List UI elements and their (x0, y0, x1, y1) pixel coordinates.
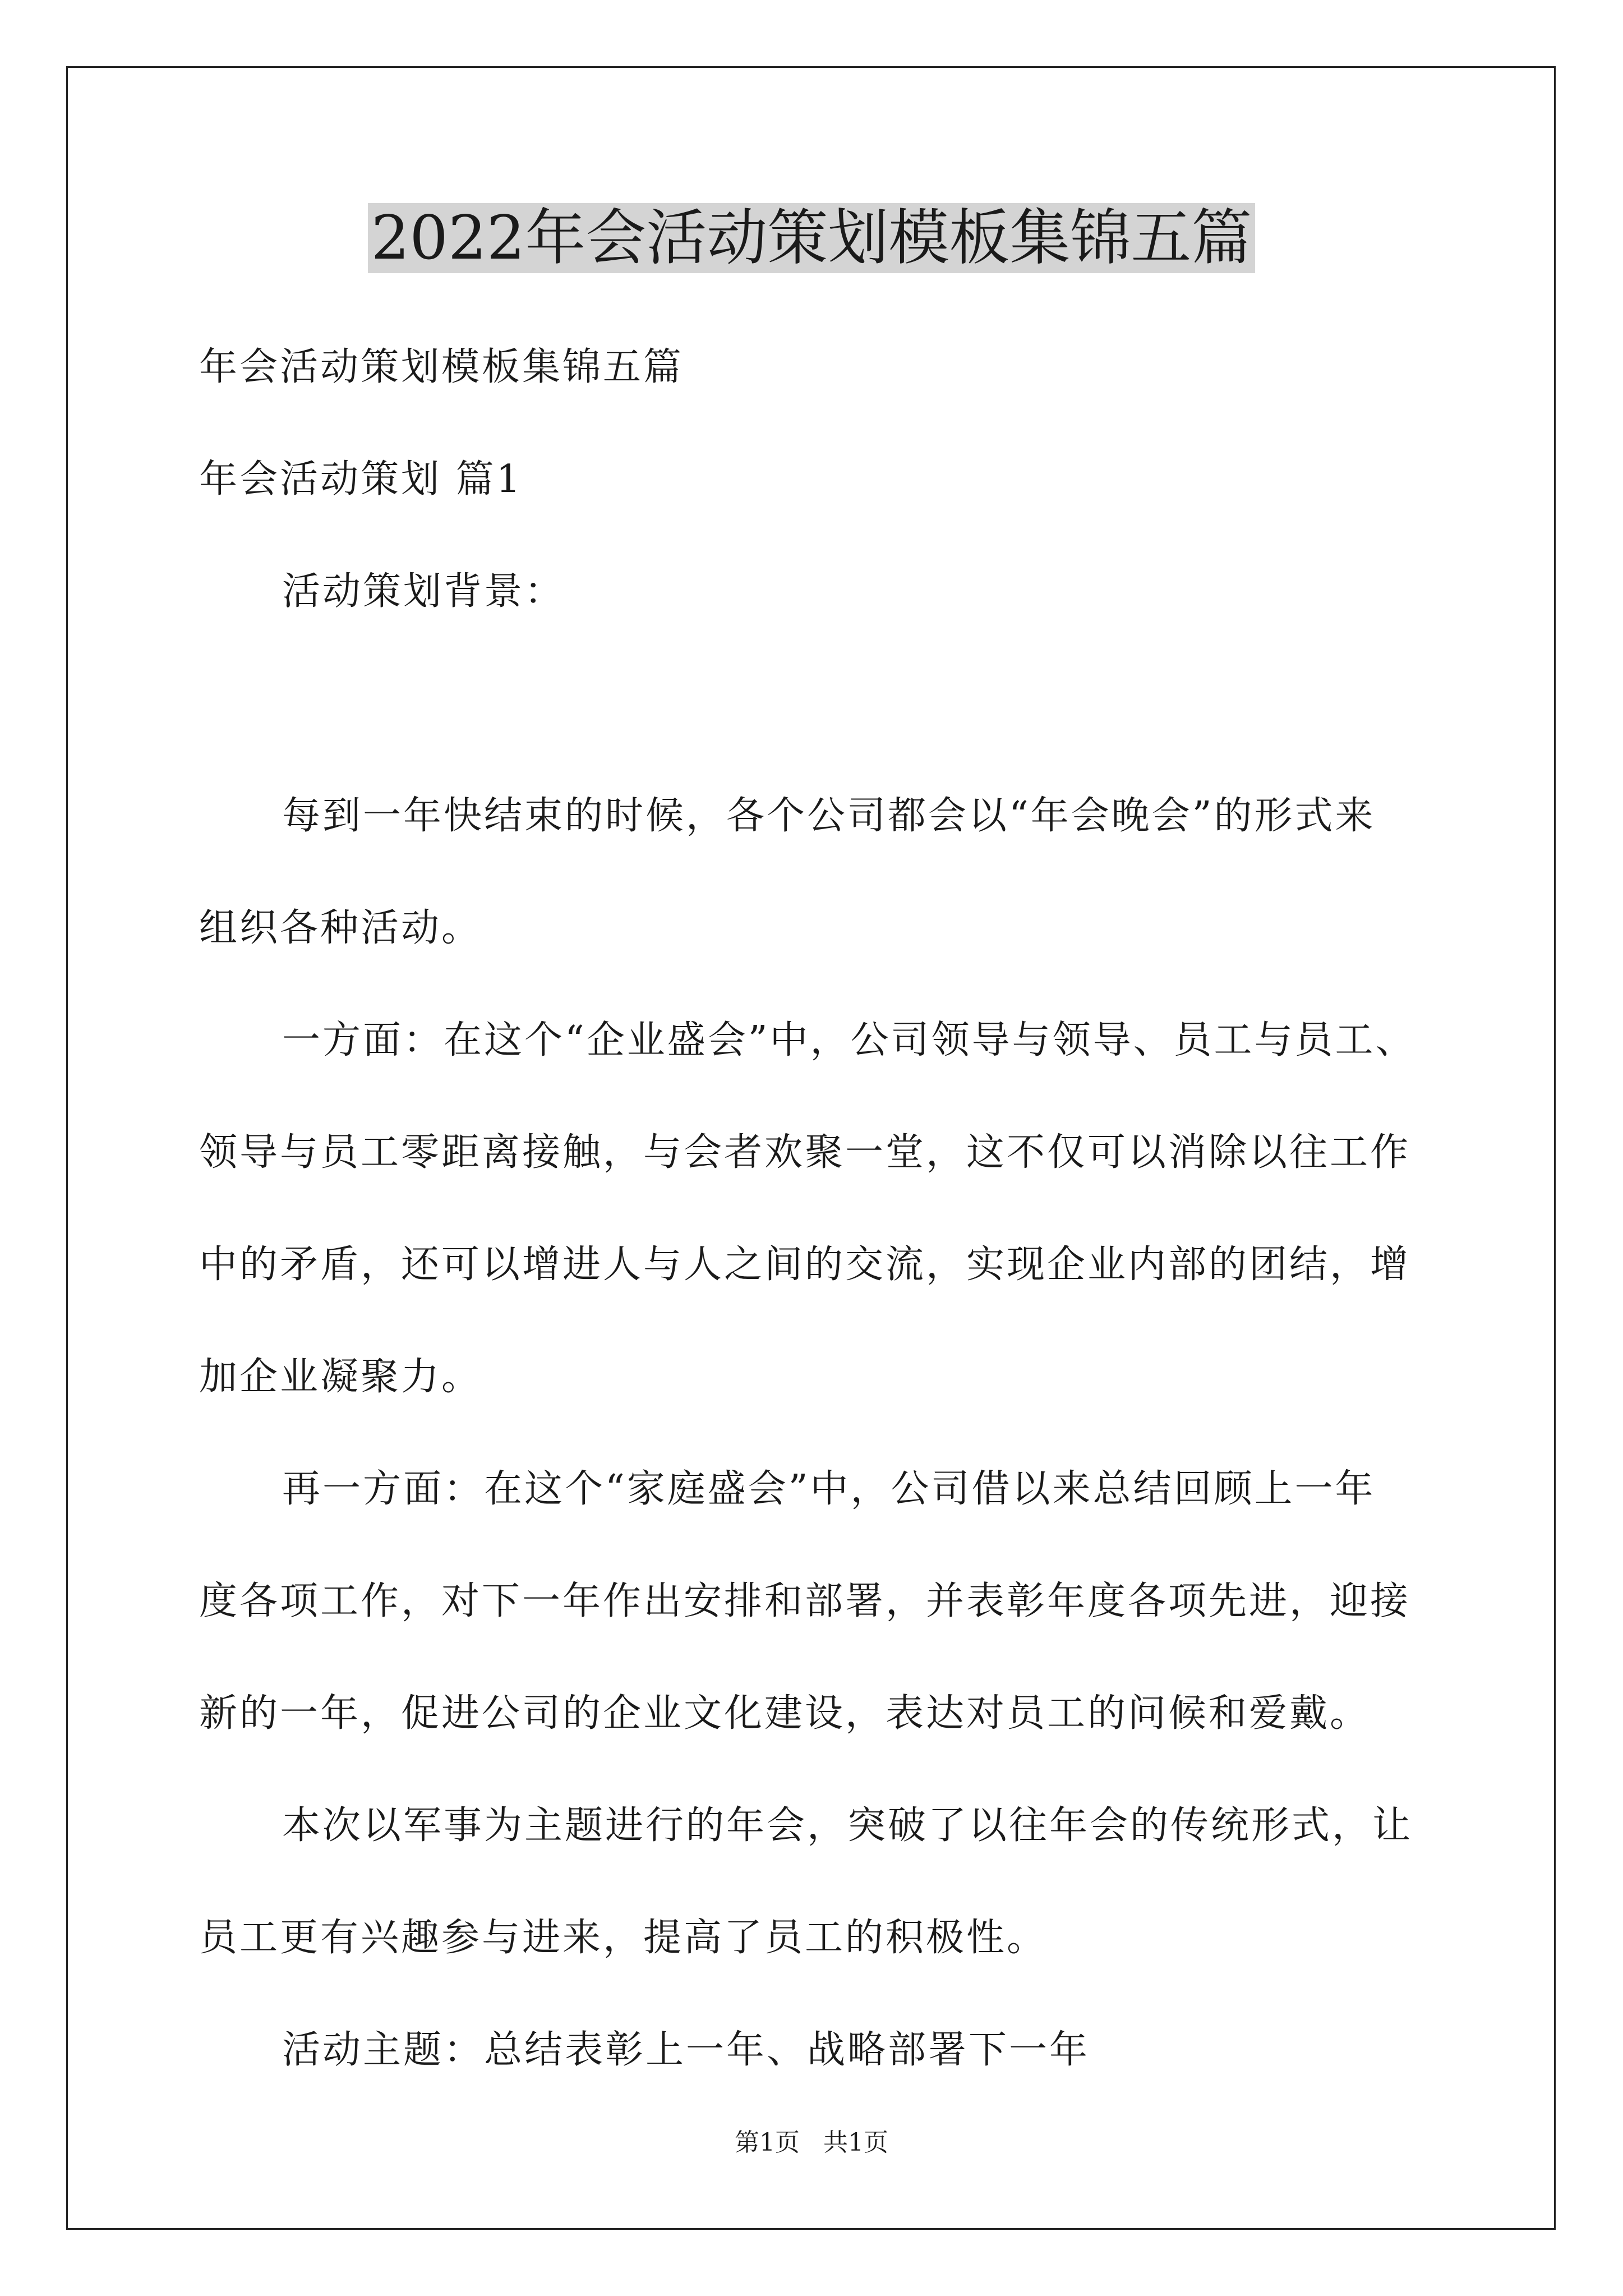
paragraph-line: 新的一年，促进公司的企业文化建设，表达对员工的问候和爱戴。 (199, 1691, 1371, 1736)
paragraph-line: 本次以军事为主题进行的年会，突破了以往年会的传统形式，让 (282, 1803, 1413, 1848)
paragraph-heading-background: 活动策划背景： (282, 569, 565, 614)
page-footer: 第1页 共1页 (735, 2128, 888, 2157)
document-title (0, 199, 1623, 278)
paragraph-line: 中的矛盾，还可以增进人与人之间的交流，实现企业内部的团结，增 (199, 1243, 1411, 1287)
paragraph-line: 组织各种活动。 (199, 906, 482, 950)
paragraph-line: 度各项工作，对下一年作出安排和部署，并表彰年度各项先进，迎接 (199, 1579, 1411, 1623)
paragraph-line-theme: 活动主题：总结表彰上一年、战略部署下一年 (282, 2028, 1090, 2072)
document-body (199, 311, 1483, 2106)
paragraph-line: 再一方面：在这个“家庭盛会”中，公司借以来总结回顾上一年 (282, 1467, 1376, 1511)
paragraph-line: 加企业凝聚力。 (199, 1355, 482, 1399)
paragraph-line: 一方面：在这个“企业盛会”中，公司领导与领导、员工与员工、 (282, 1018, 1416, 1062)
blank-line (199, 648, 1483, 760)
subtitle-line: 年会活动策划模板集锦五篇 (199, 345, 684, 389)
document-title-text: 2022年会活动策划模板集锦五篇 (368, 203, 1256, 273)
paragraph-line: 领导与员工零距离接触，与会者欢聚一堂，这不仅可以消除以往工作 (199, 1130, 1411, 1175)
paragraph-line: 每到一年快结束的时候，各个公司都会以“年会晚会”的形式来 (282, 794, 1376, 838)
paragraph-line: 员工更有兴趣参与进来，提高了员工的积极性。 (199, 1916, 1048, 1960)
section-heading: 年会活动策划 篇1 (199, 457, 523, 501)
